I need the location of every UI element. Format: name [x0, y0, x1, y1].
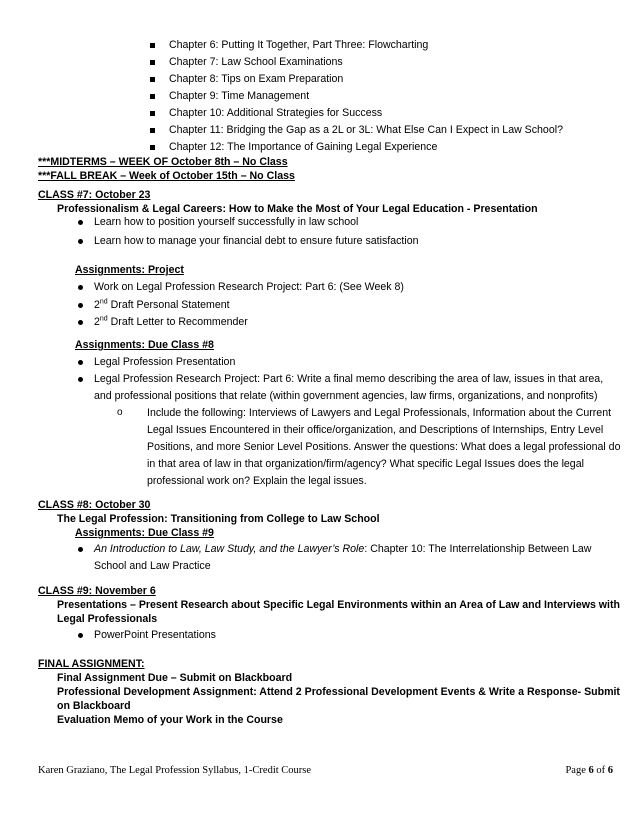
chapter-item: Chapter 12: The Importance of Gaining Legal Experience — [169, 141, 438, 153]
class8-topic: The Legal Profession: Transitioning from College to Law School — [57, 513, 380, 525]
class7-bullet: Learn how to position yourself successfully in law school — [94, 216, 359, 228]
sub-bullet-line: Positions, and more Senior Level Positions. Answer the questions: What does a legal professional do — [147, 441, 621, 453]
current-page: 6 — [588, 765, 594, 776]
final-line: Evaluation Memo of your Work in the Course — [57, 714, 283, 726]
sub-bullet-line: Include the following: Interviews of Lawyers and Legal Professionals, Information about the Current — [147, 407, 612, 419]
ordinal-number: 2 — [94, 299, 100, 311]
square-bullet-icon — [150, 128, 155, 133]
class8-assign-heading: Assignments: Due Class #9 — [75, 527, 214, 539]
bullet-icon — [78, 377, 83, 382]
square-bullet-icon — [150, 43, 155, 48]
final-heading: FINAL ASSIGNMENT: — [38, 658, 145, 670]
sub-bullet-line: in that area of law in that organization/firm/agency? What specific Legal Issues does the legal — [147, 458, 584, 470]
sub-bullet-line: Legal Issues Encountered in their office/organization, and Descriptions of Internships, Entry Level — [147, 424, 604, 436]
class8-heading: CLASS #8: October 30 — [38, 499, 151, 511]
bullet-icon — [78, 285, 83, 290]
of-label: of — [593, 765, 608, 776]
fall-break-notice: ***FALL BREAK – Week of October 15th – No Class — [38, 170, 295, 182]
project-bullet-3 — [94, 315, 248, 329]
project-bullet-1: Work on Legal Profession Research Project: Part 6: (See Week 8) — [94, 281, 404, 293]
footer-course-info: Karen Graziano, The Legal Profession Syllabus, 1-Credit Course — [38, 765, 312, 776]
total-pages: 6 — [607, 765, 613, 776]
due-bullet-1: Legal Profession Presentation — [94, 356, 236, 368]
due-bullet-2-line2: and professional positions that relate (within government agencies, law firms, organizations, and nonprofits) — [94, 390, 598, 402]
square-bullet-icon — [150, 94, 155, 99]
class9-bullet: PowerPoint Presentations — [94, 629, 216, 641]
bullet-icon — [78, 239, 83, 244]
chapter-item: Chapter 7: Law School Examinations — [169, 56, 343, 68]
page-number — [565, 764, 613, 778]
bullet-icon — [78, 360, 83, 365]
ordinal-number: 2 — [94, 316, 100, 328]
ordinal-suffix: nd — [99, 315, 108, 323]
class8-bullet — [94, 542, 591, 556]
class7-heading: CLASS #7: October 23 — [38, 189, 151, 201]
project-bullet-text: Draft Personal Statement — [107, 299, 230, 311]
square-bullet-icon — [150, 111, 155, 116]
chapter-item: Chapter 10: Additional Strategies for Success — [169, 107, 383, 119]
chapter-item: Chapter 11: Bridging the Gap as a 2L or 3L: What Else Can I Expect in Law School? — [169, 124, 563, 136]
square-bullet-icon — [150, 145, 155, 150]
final-line: Final Assignment Due – Submit on Blackboard — [57, 672, 293, 684]
chapter-item: Chapter 8: Tips on Exam Preparation — [169, 73, 344, 85]
chapter-item: Chapter 6: Putting It Together, Part Three: Flowcharting — [169, 39, 429, 51]
bullet-icon — [78, 547, 83, 552]
class9-topic-line2: Legal Professionals — [57, 613, 158, 625]
class7-topic: Professionalism & Legal Careers: How to Make the Most of Your Legal Education - Presentation — [57, 203, 538, 215]
class7-assign-project-heading: Assignments: Project — [75, 264, 184, 276]
final-line: Professional Development Assignment: Attend 2 Professional Development Events & Write a Response- Submit — [57, 686, 620, 698]
project-bullet-text: Draft Letter to Recommender — [107, 316, 248, 328]
page-label: Page — [565, 765, 589, 776]
final-line: on Blackboard — [57, 700, 131, 712]
class9-topic-line1: Presentations – Present Research about Specific Legal Environments within an Area of Law and Interviews with — [57, 599, 620, 611]
sub-bullet-line: professional work on? Explain the legal issues. — [147, 475, 367, 487]
due-bullet-2-line1: Legal Profession Research Project: Part 6: Write a final memo describing the area of law, issues in that area, — [94, 373, 604, 385]
square-bullet-icon — [150, 77, 155, 82]
class9-heading: CLASS #9: November 6 — [38, 585, 156, 597]
bullet-icon — [78, 633, 83, 638]
project-bullet-2 — [94, 298, 230, 312]
circle-bullet-icon: o — [117, 407, 123, 418]
chapter-reference: : Chapter 10: The Interrelationship Between Law — [364, 543, 592, 555]
ordinal-suffix: nd — [99, 298, 108, 306]
square-bullet-icon — [150, 60, 155, 65]
class7-assign-due-heading: Assignments: Due Class #8 — [75, 339, 214, 351]
book-title: An Introduction to Law, Law Study, and the Lawyer’s Role — [94, 543, 365, 555]
chapter-item: Chapter 9: Time Management — [169, 90, 310, 102]
bullet-icon — [78, 220, 83, 225]
class7-bullet: Learn how to manage your financial debt to ensure future satisfaction — [94, 235, 419, 247]
class8-bullet-line2: School and Law Practice — [94, 560, 211, 572]
midterms-notice: ***MIDTERMS – WEEK OF October 8th – No Class — [38, 156, 288, 168]
bullet-icon — [78, 303, 83, 308]
bullet-icon — [78, 320, 83, 325]
